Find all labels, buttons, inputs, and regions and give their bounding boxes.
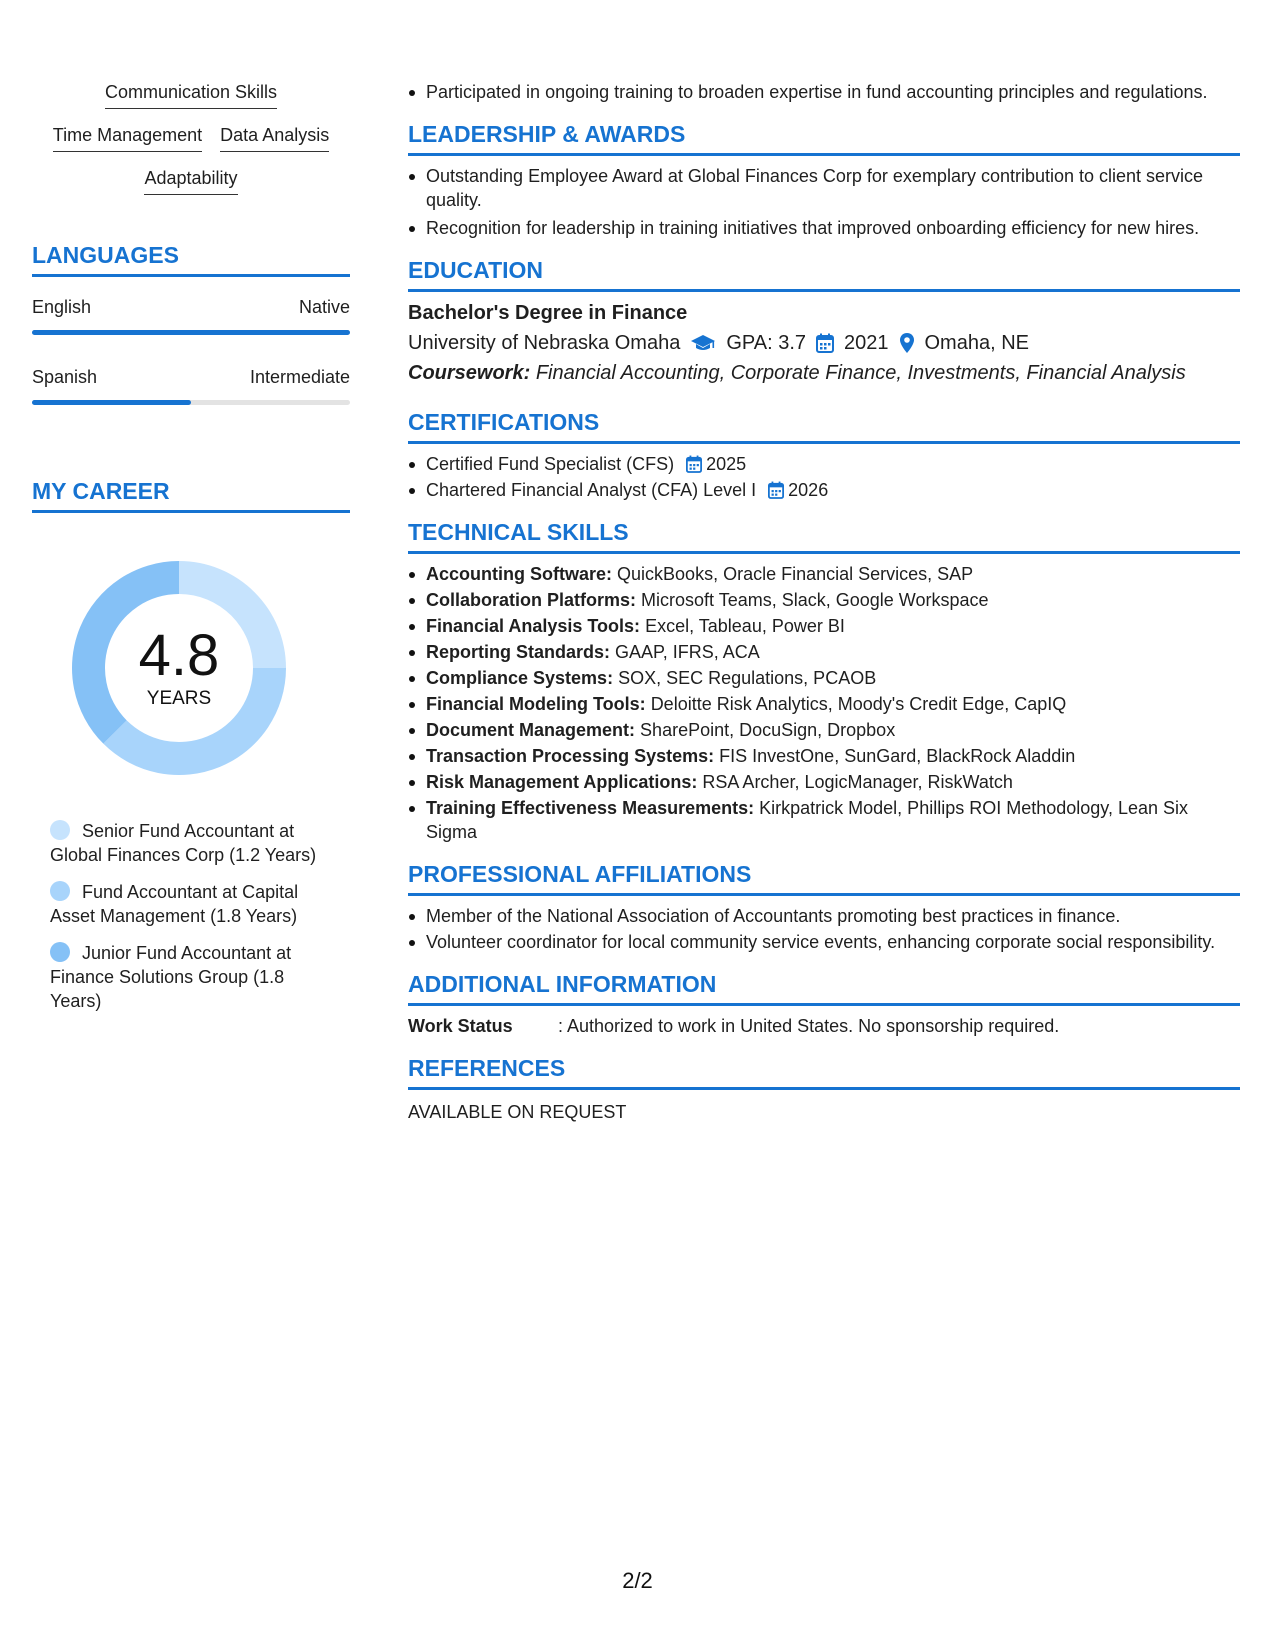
skill-values: SharePoint, DocuSign, Dropbox [640,720,896,740]
career-section [32,477,350,1013]
section-title-education: EDUCATION [408,256,1240,292]
list-item [408,614,1240,638]
skill-category: Document Management: [426,720,636,740]
list-item: Participated in ongoing training to broaden expertise in fund accounting principles and regulations. [408,80,1240,104]
skill-category: Risk Management Applications: [426,772,698,792]
list-item [408,640,1240,664]
skill-category: Financial Analysis Tools: [426,616,641,636]
language-bar [32,330,350,335]
career-legend [50,819,340,1013]
language-level: Intermediate [249,367,350,387]
graduation-cap-icon [690,333,716,353]
language-name: English [32,297,92,317]
section-title-references: REFERENCES [408,1054,1240,1090]
leadership-section [408,120,1240,240]
section-title-leadership: LEADERSHIP & AWARDS [408,120,1240,156]
career-legend-item: Junior Fund Accountant at Finance Solutions Group (1.8 Years) [50,943,292,1011]
language-name: Spanish [32,367,98,387]
list-item [408,796,1240,844]
list-item: Member of the National Association of Accountants promoting best practices in finance. [408,904,1240,928]
skill-tag: Communication Skills [105,80,277,109]
language-level: Native [298,297,350,317]
list-item [408,562,1240,586]
page-number: 2/2 [622,1568,653,1593]
affiliations-section [408,860,1240,954]
skill-values: FIS InvestOne, SunGard, BlackRock Aladdin [719,746,1076,766]
cert-name: Chartered Financial Analyst (CFA) Level I [426,480,757,500]
list-item [408,770,1240,794]
list-item: Outstanding Employee Award at Global Finances Corp for exemplary contribution to client service quality. [408,164,1240,212]
section-title-languages: LANGUAGES [32,241,350,277]
section-title-additional-info: ADDITIONAL INFORMATION [408,970,1240,1006]
career-legend-item: Senior Fund Accountant at Global Finances Corp (1.2 Years) [50,821,317,865]
legend-dot-icon [50,820,70,840]
skill-values: Kirkpatrick Model, Phillips ROI Methodology, Lean Six Sigma [426,798,1188,842]
skill-values: QuickBooks, Oracle Financial Services, SAP [617,564,974,584]
coursework-list: Financial Accounting, Corporate Finance, Investments, Financial Analysis [535,362,1186,384]
list-item [408,692,1240,716]
skill-values: GAAP, IFRS, ACA [615,642,760,662]
coursework-label: Coursework: [408,362,531,384]
career-legend-item: Fund Accountant at Capital Asset Management (1.8 Years) [50,882,299,926]
skill-tag: Adaptability [144,166,237,195]
cert-year: 2025 [706,454,747,474]
calendar-icon [686,455,702,473]
technical-skills-section [408,518,1240,844]
skill-category: Transaction Processing Systems: [426,746,715,766]
references-text: AVAILABLE ON REQUEST [408,1102,627,1122]
language-bar-fill [32,330,350,335]
list-item: Volunteer coordinator for local community service events, enhancing corporate social responsibility. [408,930,1240,954]
certifications-section [408,408,1240,502]
career-total: 4.8 [138,623,220,688]
skill-category: Financial Modeling Tools: [426,694,646,714]
languages-section [32,241,350,405]
skill-category: Reporting Standards: [426,642,611,662]
education-details [408,330,1240,356]
list-item: Recognition for leadership in training initiatives that improved onboarding efficiency for new hires. [408,216,1240,240]
experience-tail-list [408,80,1240,104]
skill-values: SOX, SEC Regulations, PCAOB [618,668,877,688]
skill-category: Compliance Systems: [426,668,614,688]
list-item [408,666,1240,690]
school-name: University of Nebraska Omaha [408,332,681,354]
right-column [408,80,1240,1124]
school-location: Omaha, NE [924,332,1029,354]
legend-dot-icon [50,881,70,901]
skill-tag: Time Management [53,123,202,152]
list-item [408,452,1240,476]
degree-title: Bachelor's Degree in Finance [408,302,688,324]
calendar-icon [768,481,784,499]
references-section [408,1054,1240,1124]
language-item [32,295,350,335]
list-item [408,718,1240,742]
career-unit: YEARS [146,688,212,709]
work-status-value: : Authorized to work in United States. No sponsorship required. [558,1016,1060,1036]
calendar-icon [816,333,834,353]
skill-values: Deloitte Risk Analytics, Moody's Credit Edge, CapIQ [650,694,1067,714]
list-item [408,588,1240,612]
coursework [408,360,1240,386]
skills-tags [32,80,350,195]
section-title-certifications: CERTIFICATIONS [408,408,1240,444]
legend-dot-icon [50,942,70,962]
cert-year: 2026 [788,480,829,500]
language-item [32,365,350,405]
cert-name: Certified Fund Specialist (CFS) [426,454,675,474]
language-bar [32,400,350,405]
list-item [408,478,1240,502]
skill-tag: Data Analysis [220,123,329,152]
skill-category: Collaboration Platforms: [426,590,637,610]
skill-values: Microsoft Teams, Slack, Google Workspace [641,590,989,610]
work-status-label: Work Status [408,1016,513,1036]
gpa: GPA: 3.7 [726,332,806,354]
section-title-career: MY CAREER [32,477,350,513]
section-title-technical-skills: TECHNICAL SKILLS [408,518,1240,554]
section-title-affiliations: PROFESSIONAL AFFILIATIONS [408,860,1240,896]
career-donut-chart [64,553,294,783]
skill-category: Accounting Software: [426,564,613,584]
language-bar-fill [32,400,191,405]
left-column [32,80,350,1026]
skill-category: Training Effectiveness Measurements: [426,798,755,818]
additional-info-section [408,970,1240,1038]
list-item [408,744,1240,768]
education-section [408,256,1240,386]
graduation-year: 2021 [844,332,889,354]
skill-values: Excel, Tableau, Power BI [645,616,845,636]
location-pin-icon [899,332,915,354]
skill-values: RSA Archer, LogicManager, RiskWatch [702,772,1013,792]
